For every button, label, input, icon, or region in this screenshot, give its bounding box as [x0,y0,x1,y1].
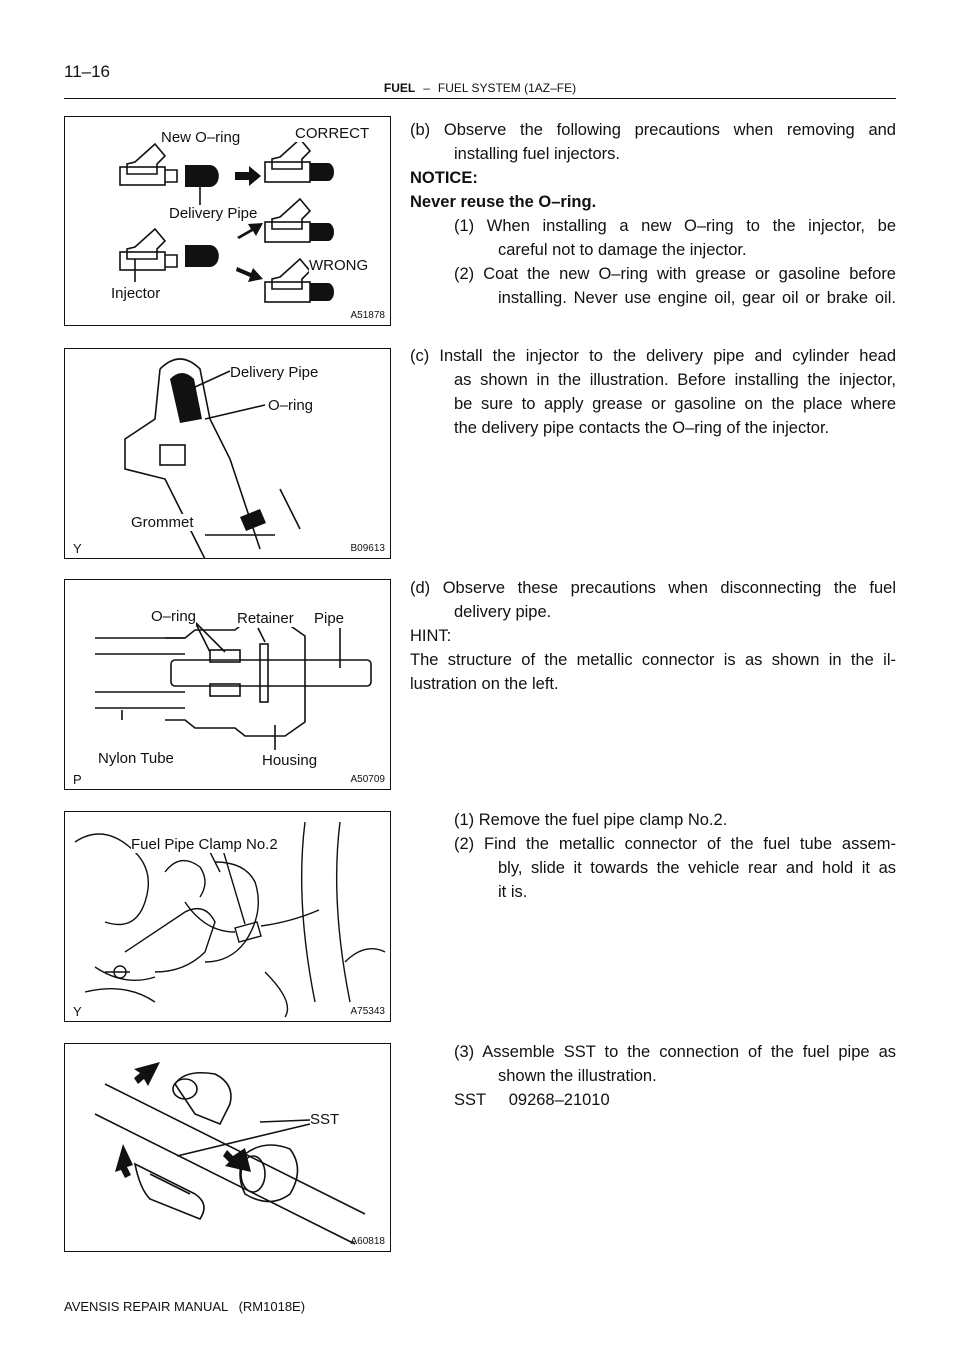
footer-manual: AVENSIS REPAIR MANUAL (RM1018E) [64,1299,306,1314]
label-fuel-pipe-clamp: Fuel Pipe Clamp No.2 [131,836,278,853]
label-oring: O–ring [151,608,197,625]
step-b2-line2: installing. Never use engine oil, gear oil or brake oil. [498,289,896,307]
notice-text: Never reuse the O–ring. [410,193,597,211]
step-d2-line1: (2) Find the metallic connector of the fuel tube assem- [454,835,896,853]
hint-line1: The structure of the metallic connector is as shown in the il- [410,651,896,669]
step-d3-line1: (3) Assemble SST to the connection of the fuel pipe as [454,1043,896,1061]
notice-label: NOTICE: [410,169,478,187]
step-b-line1: (b) Observe the following precautions when removing and [410,121,896,139]
figure-code: B09613 [350,543,385,554]
figure-oring-install [64,116,391,326]
figure-code: A51878 [350,310,385,321]
label-delivery-pipe: Delivery Pipe [230,364,319,381]
label-oring: O–ring [268,397,314,414]
figure-sst-assembly [64,1043,391,1252]
label-sst: SST [310,1111,340,1128]
figure-code: A60818 [350,1236,385,1247]
figure-fuel-pipe-clamp [64,811,391,1022]
label-nylon-tube: Nylon Tube [98,750,174,767]
label-housing: Housing [262,752,318,769]
sst-number: SST 09268–21010 [454,1091,610,1109]
header-section: FUEL [383,81,416,95]
label-injector: Injector [111,285,161,302]
figure-injector-install-drawing [65,349,390,558]
header-rule [64,98,896,99]
step-d-line2: delivery pipe. [454,603,552,621]
label-pipe: Pipe [314,610,345,627]
running-header [0,81,960,95]
figure-injector-install [64,348,391,559]
label-delivery-pipe: Delivery Pipe [169,205,258,222]
label-correct: CORRECT [295,125,370,142]
label-new-oring: New O–ring [161,129,241,146]
step-d-line1: (d) Observe these precautions when disconnecting the fuel [410,579,896,597]
page-number: 11–16 [64,62,111,81]
step-b1-line2: careful not to damage the injector. [498,241,747,259]
figure-code: A50709 [350,774,385,785]
figure-corner-mark: P [73,772,82,787]
label-grommet: Grommet [131,514,194,531]
hint-line2: lustration on the left. [410,675,559,693]
figure-code: A75343 [350,1006,385,1017]
step-c-line2: as shown in the illustration. Before installing the injector, [454,371,896,389]
step-c-line4: the delivery pipe contacts the O–ring of the injector. [454,419,830,437]
step-d1: (1) Remove the fuel pipe clamp No.2. [454,811,728,829]
hint-label: HINT: [410,627,452,645]
step-d2-line3: it is. [498,883,528,901]
step-b1-line1: (1) When installing a new O–ring to the injector, be [454,217,896,235]
step-d2-line2: bly, slide it towards the vehicle rear and hold it as [498,859,896,877]
header-separator: – [423,81,430,95]
figure-corner-mark: Y [73,541,82,556]
header-subsection: FUEL SYSTEM (1AZ–FE) [437,81,577,95]
step-b2-line1: (2) Coat the new O–ring with grease or gasoline before [454,265,896,283]
figure-sst-assembly-drawing [65,1044,390,1251]
step-c-line3: be sure to apply grease or gasoline on the place where [454,395,896,413]
figure-corner-mark: Y [73,1004,82,1019]
step-b-line2: installing fuel injectors. [454,145,620,163]
step-d3-line2: shown the illustration. [498,1067,657,1085]
figure-connector-structure [64,579,391,790]
step-c-line1: (c) Install the injector to the delivery pipe and cylinder head [410,347,896,365]
label-wrong: WRONG [309,257,369,274]
label-retainer: Retainer [237,610,294,627]
